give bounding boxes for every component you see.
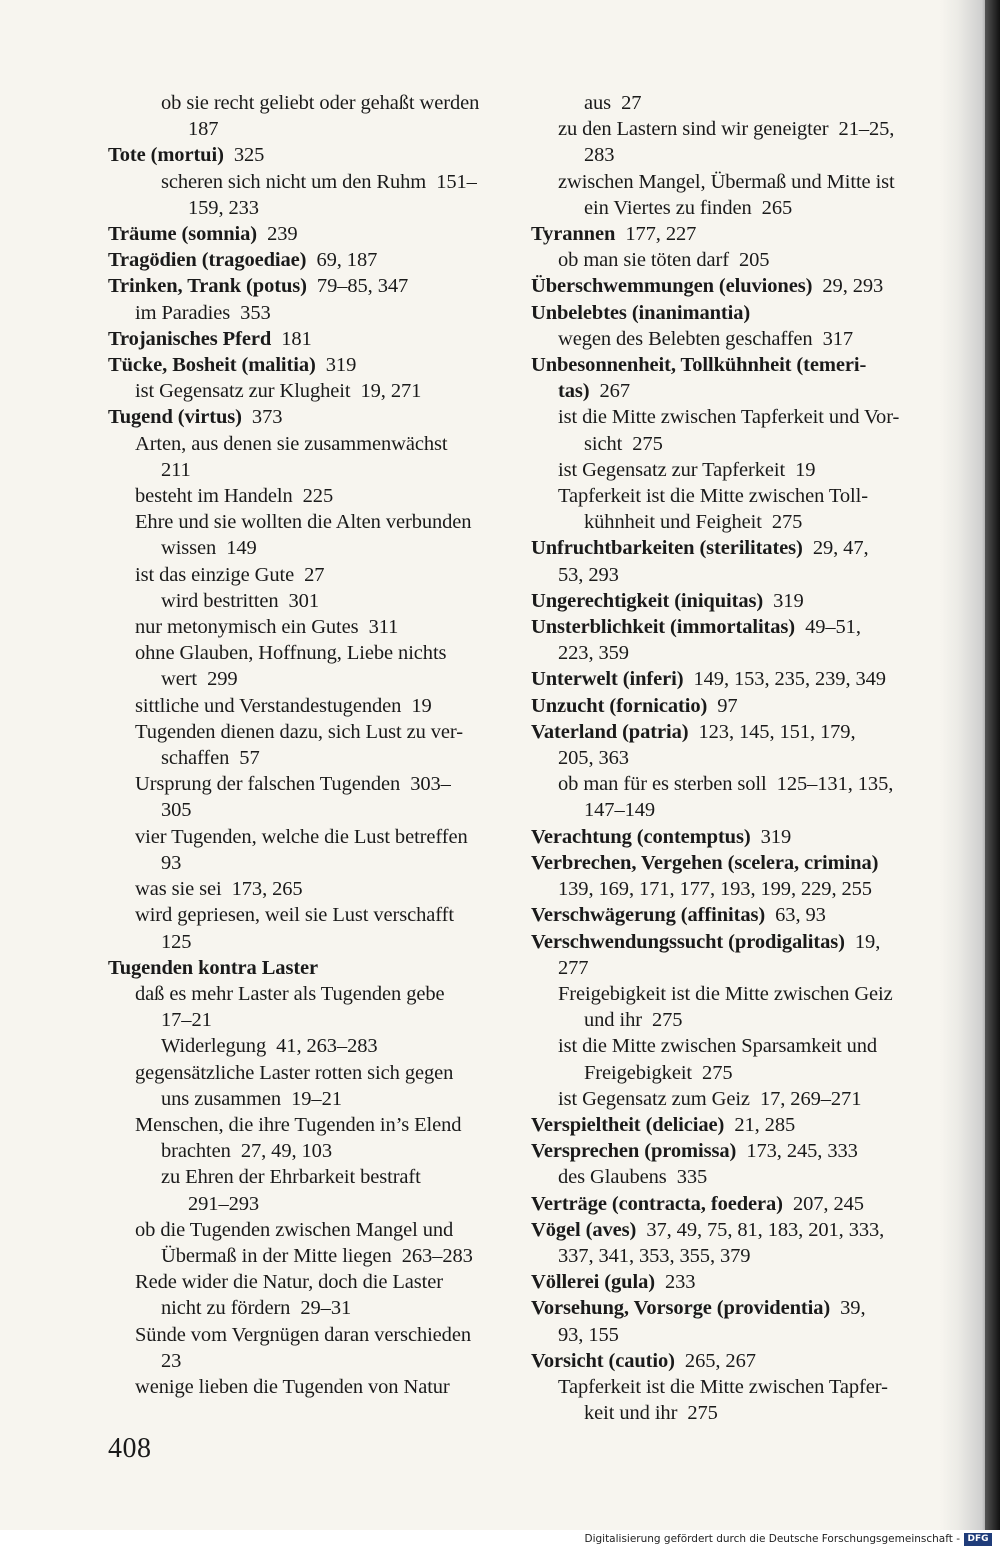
index-subentry <box>108 1086 508 1112</box>
index-subentry <box>531 1164 931 1190</box>
index-subentry <box>108 457 508 483</box>
index-term: Ungerechtigkeit (iniquitas) <box>531 589 764 612</box>
index-text: keit und ihr 275 <box>584 1402 718 1425</box>
index-subentry <box>108 1217 508 1243</box>
index-entry <box>531 929 931 955</box>
index-subentry <box>531 981 931 1007</box>
index-entry <box>531 1348 931 1374</box>
index-text: 37, 49, 75, 81, 183, 201, 333, <box>636 1218 885 1241</box>
index-text: Tugenden dienen dazu, sich Lust zu ver- <box>135 720 463 743</box>
index-entry <box>531 221 931 247</box>
index-entry <box>531 850 931 876</box>
index-subentry <box>531 326 931 352</box>
index-text: ist Gegensatz zur Klugheit 19, 271 <box>135 380 422 403</box>
index-entry <box>108 352 508 378</box>
index-subentry <box>108 876 508 902</box>
index-text: 223, 359 <box>558 642 629 665</box>
dfg-logo-icon: DFG <box>964 1533 992 1546</box>
index-subentry <box>108 1060 508 1086</box>
index-entry <box>531 693 931 719</box>
index-text: 149, 153, 235, 239, 349 <box>683 668 886 691</box>
index-subentry <box>531 1374 931 1400</box>
index-subentry <box>108 1269 508 1295</box>
index-subentry <box>108 771 508 797</box>
index-text: zu Ehren der Ehrbarkeit bestraft <box>161 1166 421 1189</box>
index-subentry <box>108 562 508 588</box>
index-subentry <box>108 850 508 876</box>
index-text: ob man sie töten darf 205 <box>558 249 770 272</box>
index-term: Tugenden kontra Laster <box>108 956 319 979</box>
index-term: Trinken, Trank (potus) <box>108 275 307 298</box>
index-subentry <box>531 431 931 457</box>
index-text: 29, 47, <box>802 537 869 560</box>
index-term: Überschwemmungen (eluviones) <box>531 275 813 298</box>
index-subentry <box>531 142 931 168</box>
index-text: 123, 145, 151, 179, <box>688 720 856 743</box>
index-text: besteht im Handeln 225 <box>135 485 334 508</box>
index-text: wegen des Belebten geschaffen 317 <box>558 327 854 350</box>
index-text: Tapferkeit ist die Mitte zwischen Tapfer- <box>558 1375 888 1398</box>
index-text: 207, 245 <box>782 1192 864 1215</box>
index-entry <box>531 1191 931 1217</box>
index-text: 233 <box>654 1271 696 1294</box>
index-subentry <box>531 771 931 797</box>
index-text: 211 <box>161 458 191 481</box>
index-subentry <box>531 195 931 221</box>
index-text: 19, <box>844 930 881 953</box>
index-text: Sünde vom Vergnügen daran verschieden <box>135 1323 471 1346</box>
index-text: 319 <box>763 589 804 612</box>
index-term: Vorsicht (cautio) <box>531 1349 675 1372</box>
index-subentry <box>108 902 508 928</box>
index-text: 205, 363 <box>558 747 629 770</box>
index-subentry <box>531 169 931 195</box>
index-subentry <box>108 640 508 666</box>
index-text: 93, 155 <box>558 1323 619 1346</box>
binding-edge <box>985 0 1000 1530</box>
index-subentry <box>108 535 508 561</box>
index-subentry <box>531 457 931 483</box>
page-number: 408 <box>108 1433 152 1464</box>
index-entry <box>531 1217 931 1243</box>
index-subentry <box>531 1060 931 1086</box>
index-text: Tapferkeit ist die Mitte zwischen Toll- <box>558 485 868 508</box>
index-subentry <box>108 300 508 326</box>
index-text: wert 299 <box>161 668 238 691</box>
index-text: vier Tugenden, welche die Lust betreffen <box>135 825 468 848</box>
index-term: Verschwägerung (affinitas) <box>531 904 766 927</box>
index-column-left <box>108 90 508 1400</box>
index-subentry <box>108 378 508 404</box>
index-text: kühnheit und Feigheit 275 <box>584 511 803 534</box>
index-subentry <box>108 1295 508 1321</box>
index-subentry <box>108 1138 508 1164</box>
index-text: wird bestritten 301 <box>161 589 319 612</box>
index-entry <box>531 1295 931 1321</box>
index-term: Unbesonnenheit, Tollkühnheit (temeri- <box>531 354 867 377</box>
index-entry <box>531 273 931 299</box>
index-term: Verachtung (contemptus) <box>531 825 751 848</box>
index-text: zwischen Mangel, Übermaß und Mitte ist <box>558 170 895 193</box>
index-text: sicht 275 <box>584 432 663 455</box>
index-subentry <box>108 824 508 850</box>
index-term: Vorsehung, Vorsorge (providentia) <box>531 1297 831 1320</box>
index-text: 239 <box>257 223 298 246</box>
index-text: Rede wider die Natur, doch die Laster <box>135 1271 443 1294</box>
index-text: 159, 233 <box>188 196 259 219</box>
index-term: Tugend (virtus) <box>108 406 242 429</box>
index-subentry <box>108 195 508 221</box>
index-text: 139, 169, 171, 177, 193, 199, 229, 255 <box>558 878 872 901</box>
digitization-footer <box>0 1530 1000 1549</box>
index-entry <box>108 247 508 273</box>
index-subentry <box>531 745 931 771</box>
index-text: ist Gegensatz zum Geiz 17, 269–271 <box>558 1087 862 1110</box>
index-entry <box>531 535 931 561</box>
index-subentry <box>531 955 931 981</box>
index-subentry <box>531 404 931 430</box>
index-text: 187 <box>188 118 219 141</box>
index-text: ist das einzige Gute 27 <box>135 563 325 586</box>
index-term: Unsterblichkeit (immortalitas) <box>531 616 796 639</box>
index-text: gegensätzliche Laster rotten sich gegen <box>135 1061 454 1084</box>
index-entry <box>531 588 931 614</box>
index-text: 267 <box>589 380 630 403</box>
index-text: 93 <box>161 851 182 874</box>
index-subentry <box>108 169 508 195</box>
index-text: 17–21 <box>161 1009 212 1032</box>
index-entry <box>531 1112 931 1138</box>
index-text: 277 <box>558 956 589 979</box>
index-term: Verschwendungssucht (prodigalitas) <box>531 930 845 953</box>
index-subentry <box>531 116 931 142</box>
index-subentry <box>108 1033 508 1059</box>
index-text: 69, 187 <box>306 249 378 272</box>
index-text: ob man für es sterben soll 125–131, 135, <box>558 773 894 796</box>
index-subentry <box>531 1322 931 1348</box>
index-subentry <box>108 90 508 116</box>
index-subentry <box>531 483 931 509</box>
index-text: 29, 293 <box>812 275 884 298</box>
index-term: Verspieltheit (deliciae) <box>531 1113 725 1136</box>
index-text: brachten 27, 49, 103 <box>161 1140 332 1163</box>
index-text: aus 27 <box>584 92 642 114</box>
index-entry <box>108 326 508 352</box>
index-subentry <box>531 509 931 535</box>
index-text: 53, 293 <box>558 563 619 586</box>
index-text: 147–149 <box>584 799 656 822</box>
index-text: zu den Lastern sind wir geneigter 21–25, <box>558 118 895 141</box>
index-subentry <box>108 666 508 692</box>
index-subentry <box>108 1374 508 1400</box>
index-entry <box>531 902 931 928</box>
index-text: scheren sich nicht um den Ruhm 151– <box>161 170 477 193</box>
index-subentry <box>108 509 508 535</box>
index-subentry <box>531 1086 931 1112</box>
index-text: 265, 267 <box>674 1349 756 1372</box>
index-term: Tragödien (tragoediae) <box>108 249 307 272</box>
index-term: Vaterland (patria) <box>531 720 689 743</box>
index-text: wenige lieben die Tugenden von Natur <box>135 1375 450 1398</box>
index-text: 125 <box>161 930 192 953</box>
index-text: Übermaß in der Mitte liegen 263–283 <box>161 1244 473 1267</box>
index-term: Versprechen (promissa) <box>531 1140 737 1163</box>
index-text: Widerlegung 41, 263–283 <box>161 1035 378 1058</box>
index-text: 97 <box>707 694 738 717</box>
index-term: Unzucht (fornicatio) <box>531 694 708 717</box>
index-entry <box>531 352 931 378</box>
index-term: Verträge (contracta, foedera) <box>531 1192 783 1215</box>
index-term: Trojanisches Pferd <box>108 327 272 350</box>
index-subentry <box>108 1348 508 1374</box>
index-subentry <box>531 1400 931 1426</box>
index-term: Völlerei (gula) <box>531 1271 655 1294</box>
index-term: Tyrannen <box>531 223 616 246</box>
index-subentry <box>108 929 508 955</box>
index-entry <box>108 273 508 299</box>
index-subentry <box>531 247 931 273</box>
index-text: 177, 227 <box>615 223 697 246</box>
index-text: Menschen, die ihre Tugenden in’s Elend <box>135 1113 462 1136</box>
index-text: daß es mehr Laster als Tugenden gebe <box>135 982 445 1005</box>
index-subentry <box>108 981 508 1007</box>
index-entry <box>531 666 931 692</box>
index-text: 181 <box>271 327 312 350</box>
index-term: Tote (mortui) <box>108 144 224 167</box>
index-text: 39, <box>830 1297 866 1320</box>
index-text: wird gepriesen, weil sie Lust verschafft <box>135 904 454 927</box>
index-entry <box>108 955 508 981</box>
index-text: 319 <box>750 825 792 848</box>
index-subentry <box>531 378 931 404</box>
index-text: ob die Tugenden zwischen Mangel und <box>135 1218 454 1241</box>
index-subentry <box>531 1243 931 1269</box>
index-text: ohne Glauben, Hoffnung, Liebe nichts <box>135 642 447 665</box>
index-text: uns zusammen 19–21 <box>161 1087 342 1110</box>
index-subentry <box>108 431 508 457</box>
index-subentry <box>531 640 931 666</box>
index-subentry <box>108 1164 508 1190</box>
index-term: Vögel (aves) <box>531 1218 637 1241</box>
index-text: ist Gegensatz zur Tapferkeit 19 <box>558 458 816 481</box>
index-text: Ehre und sie wollten die Alten verbunden <box>135 511 472 534</box>
digitization-credit: Digitalisierung gefördert durch die Deutsche Forschungsgemeinschaft - <box>584 1533 960 1545</box>
index-subentry <box>531 1033 931 1059</box>
index-text: 337, 341, 353, 355, 379 <box>558 1244 751 1267</box>
index-text: 79–85, 347 <box>306 275 409 298</box>
index-text: Arten, aus denen sie zusammenwächst <box>135 432 448 455</box>
index-subentry <box>108 1322 508 1348</box>
index-text: ein Viertes zu finden 265 <box>584 196 793 219</box>
index-text: 49–51, <box>795 616 861 639</box>
index-entry <box>108 221 508 247</box>
index-text: ob sie recht geliebt oder gehaßt werden <box>161 92 480 114</box>
index-subentry <box>531 797 931 823</box>
index-subentry <box>108 588 508 614</box>
index-entry <box>531 300 931 326</box>
index-term: Träume (somnia) <box>108 223 258 246</box>
index-text: 325 <box>223 144 265 167</box>
index-text: ist die Mitte zwischen Tapferkeit und Vor- <box>558 406 900 429</box>
index-entry <box>531 1269 931 1295</box>
index-entry <box>108 142 508 168</box>
index-subentry <box>108 614 508 640</box>
index-text: ist die Mitte zwischen Sparsamkeit und <box>558 1035 878 1058</box>
index-text: Ursprung der falschen Tugenden 303– <box>135 773 451 796</box>
index-text: schaffen 57 <box>161 747 260 770</box>
index-subentry <box>531 1007 931 1033</box>
index-subentry <box>108 483 508 509</box>
index-subentry <box>108 1007 508 1033</box>
index-text: 21, 285 <box>724 1113 796 1136</box>
index-text: sittliche und Verstandestugenden 19 <box>135 694 432 717</box>
index-subentry <box>531 562 931 588</box>
index-subentry <box>108 1243 508 1269</box>
index-text: Freigebigkeit ist die Mitte zwischen Geiz <box>558 982 893 1005</box>
index-term: Unfruchtbarkeiten (sterilitates) <box>531 537 803 560</box>
index-text: wissen 149 <box>161 537 257 560</box>
index-text: nur metonymisch ein Gutes 311 <box>135 616 399 639</box>
index-text: was sie sei 173, 265 <box>135 878 303 901</box>
index-term: Tücke, Bosheit (malitia) <box>108 354 316 377</box>
index-text: des Glaubens 335 <box>558 1166 708 1189</box>
index-subentry <box>108 745 508 771</box>
index-entry <box>108 404 508 430</box>
index-subentry <box>108 797 508 823</box>
index-text: 305 <box>161 799 192 822</box>
index-entry <box>531 824 931 850</box>
index-subentry <box>531 90 931 116</box>
index-term: tas) <box>558 380 590 403</box>
index-text: 283 <box>584 144 615 167</box>
index-term: Unterwelt (inferi) <box>531 668 684 691</box>
index-term: Verbrechen, Vergehen (scelera, crimina) <box>531 851 879 874</box>
index-text: im Paradies 353 <box>135 301 271 324</box>
index-text: 63, 93 <box>765 904 826 927</box>
index-text: Freigebigkeit 275 <box>584 1061 733 1084</box>
index-subentry <box>108 719 508 745</box>
index-text: 319 <box>315 354 357 377</box>
index-text: 373 <box>241 406 283 429</box>
index-text: 291–293 <box>188 1192 260 1215</box>
index-entry <box>531 614 931 640</box>
index-text: 173, 245, 333 <box>736 1140 858 1163</box>
index-column-right <box>531 90 931 1426</box>
index-subentry <box>108 693 508 719</box>
index-subentry <box>108 116 508 142</box>
index-subentry <box>108 1191 508 1217</box>
index-entry <box>531 1138 931 1164</box>
index-entry <box>531 719 931 745</box>
index-subentry <box>531 876 931 902</box>
index-subentry <box>108 1112 508 1138</box>
index-term: Unbelebtes (inanimantia) <box>531 301 751 324</box>
index-text: 23 <box>161 1349 182 1372</box>
index-text: nicht zu fördern 29–31 <box>161 1297 352 1320</box>
index-text: und ihr 275 <box>584 1009 683 1032</box>
